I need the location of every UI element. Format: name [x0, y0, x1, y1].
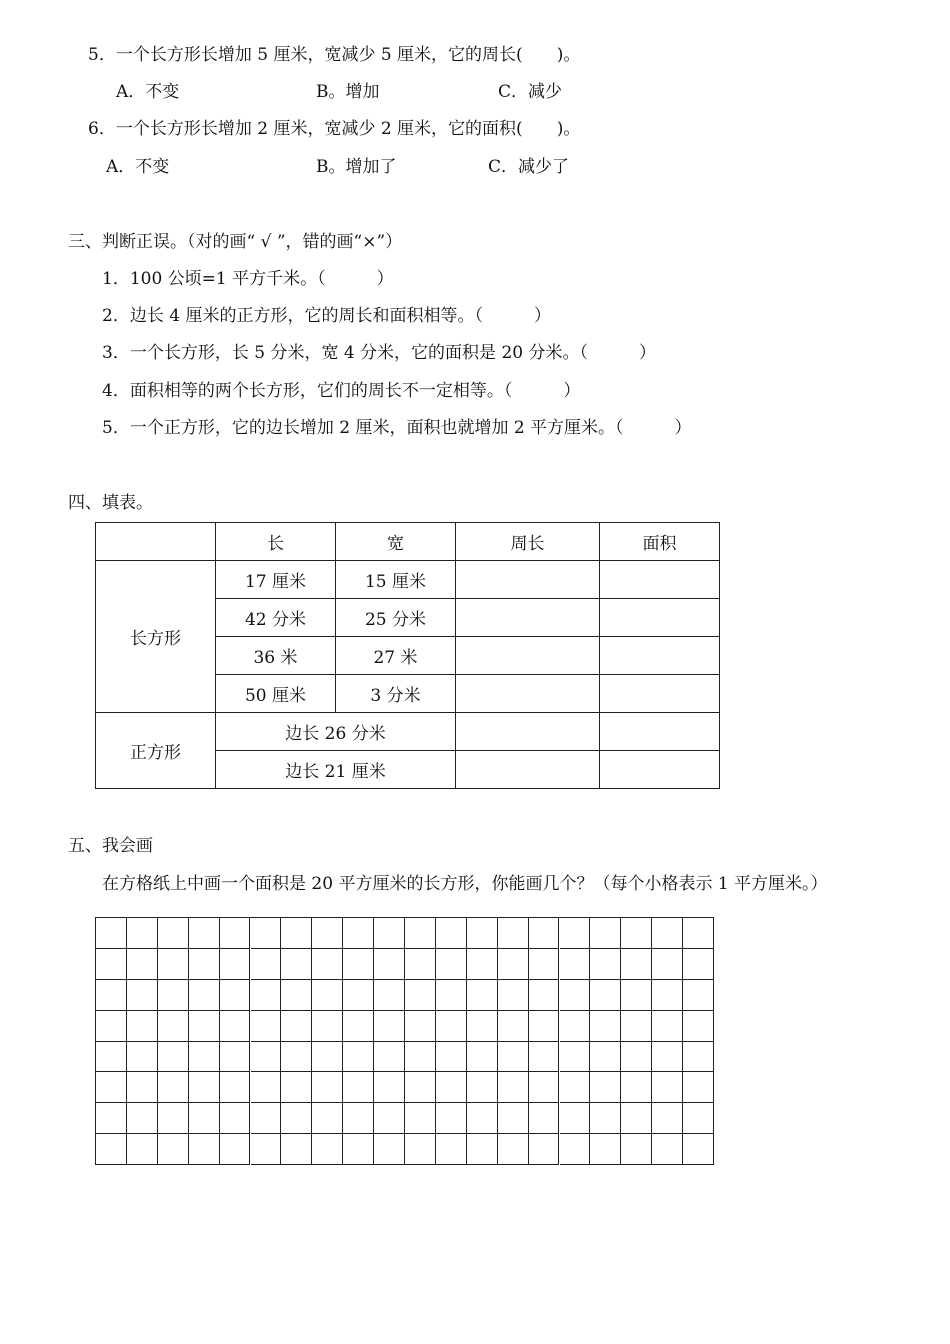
grid-cell[interactable] — [683, 1072, 714, 1103]
section5-title: 五、我会画 — [68, 836, 153, 856]
judge-item-1[interactable]: 1．100 公顷=1 平方千米。（ ） — [102, 269, 394, 289]
grid-cell[interactable] — [560, 980, 591, 1011]
grid-cell[interactable] — [590, 949, 621, 980]
grid-cell[interactable] — [590, 980, 621, 1011]
grid-cell[interactable] — [683, 1011, 714, 1042]
grid-cell[interactable] — [652, 949, 683, 980]
perimeter-answer-cell[interactable] — [456, 751, 600, 789]
grid-cell[interactable] — [189, 1072, 220, 1103]
grid-cell[interactable] — [529, 918, 560, 949]
fill-table — [95, 522, 720, 789]
grid-cell[interactable] — [621, 1042, 652, 1073]
rect-length-cell: 36 米 — [216, 637, 336, 675]
perimeter-answer-cell[interactable] — [456, 599, 600, 637]
grid-cell[interactable] — [374, 1103, 405, 1134]
grid-cell[interactable] — [560, 1103, 591, 1134]
grid-cell[interactable] — [312, 1072, 343, 1103]
grid-cell[interactable] — [343, 1011, 374, 1042]
grid-cell[interactable] — [96, 1134, 127, 1165]
grid-cell[interactable] — [467, 1134, 498, 1165]
grid-cell[interactable] — [590, 1072, 621, 1103]
grid-cell[interactable] — [220, 980, 251, 1011]
grid-cell[interactable] — [281, 1011, 312, 1042]
table-header-empty — [96, 523, 216, 561]
grid-cell[interactable] — [467, 918, 498, 949]
area-answer-cell[interactable] — [600, 599, 720, 637]
rect-group-label: 长方形 — [96, 561, 216, 713]
grid-cell[interactable] — [127, 918, 158, 949]
grid-cell[interactable] — [652, 1011, 683, 1042]
area-answer-cell[interactable] — [600, 751, 720, 789]
grid-cell[interactable] — [374, 1072, 405, 1103]
rect-width-cell: 3 分米 — [336, 675, 456, 713]
q6-option-c[interactable]: C．减少了 — [488, 157, 570, 177]
grid-cell[interactable] — [127, 1011, 158, 1042]
q5-text: 5．一个长方形长增加 5 厘米，宽减少 5 厘米，它的周长( )。 — [88, 45, 581, 65]
grid-cell[interactable] — [652, 1103, 683, 1134]
rect-width-cell: 27 米 — [336, 637, 456, 675]
rect-width-cell: 25 分米 — [336, 599, 456, 637]
grid-cell[interactable] — [467, 1011, 498, 1042]
grid-cell[interactable] — [96, 980, 127, 1011]
grid-cell[interactable] — [251, 918, 282, 949]
judge-item-2[interactable]: 2．边长 4 厘米的正方形，它的周长和面积相等。（ ） — [102, 306, 551, 326]
grid-cell[interactable] — [96, 1072, 127, 1103]
q5-option-c[interactable]: C．减少 — [498, 82, 563, 102]
grid-cell[interactable] — [621, 949, 652, 980]
q6-text: 6．一个长方形长增加 2 厘米，宽减少 2 厘米，它的面积( )。 — [88, 119, 581, 139]
grid-cell[interactable] — [189, 1011, 220, 1042]
grid-cell[interactable] — [683, 1103, 714, 1134]
grid-cell[interactable] — [343, 949, 374, 980]
grid-cell[interactable] — [498, 949, 529, 980]
grid-cell[interactable] — [312, 1134, 343, 1165]
grid-cell[interactable] — [220, 1011, 251, 1042]
grid-cell[interactable] — [405, 918, 436, 949]
table-header-length: 长 — [216, 523, 336, 561]
square-side-cell: 边长 26 分米 — [216, 713, 456, 751]
grid-cell[interactable] — [560, 1134, 591, 1165]
grid-cell[interactable] — [560, 1042, 591, 1073]
table-header-width: 宽 — [336, 523, 456, 561]
grid-cell[interactable] — [343, 1042, 374, 1073]
grid-cell[interactable] — [127, 1042, 158, 1073]
grid-cell[interactable] — [312, 918, 343, 949]
grid-cell[interactable] — [498, 1011, 529, 1042]
grid-cell[interactable] — [281, 918, 312, 949]
rect-length-cell: 50 厘米 — [216, 675, 336, 713]
grid-cell[interactable] — [220, 918, 251, 949]
grid-cell[interactable] — [281, 1103, 312, 1134]
grid-cell[interactable] — [158, 1072, 189, 1103]
grid-cell[interactable] — [251, 1011, 282, 1042]
grid-cell[interactable] — [436, 1134, 467, 1165]
grid-cell[interactable] — [590, 1042, 621, 1073]
q5-option-a[interactable]: A．不变 — [116, 82, 180, 102]
grid-cell[interactable] — [96, 1011, 127, 1042]
grid-cell[interactable] — [498, 918, 529, 949]
grid-cell[interactable] — [374, 918, 405, 949]
grid-cell[interactable] — [251, 1103, 282, 1134]
grid-cell[interactable] — [158, 1042, 189, 1073]
grid-cell[interactable] — [189, 918, 220, 949]
grid-cell[interactable] — [529, 1103, 560, 1134]
grid-cell[interactable] — [498, 980, 529, 1011]
grid-cell[interactable] — [220, 949, 251, 980]
grid-cell[interactable] — [96, 949, 127, 980]
rect-width-cell: 15 厘米 — [336, 561, 456, 599]
grid-cell[interactable] — [127, 980, 158, 1011]
grid-cell[interactable] — [405, 1134, 436, 1165]
area-answer-cell[interactable] — [600, 561, 720, 599]
grid-cell[interactable] — [529, 1072, 560, 1103]
grid-cell[interactable] — [683, 1042, 714, 1073]
grid-cell[interactable] — [312, 980, 343, 1011]
grid-cell[interactable] — [220, 1072, 251, 1103]
grid-cell[interactable] — [436, 1072, 467, 1103]
grid-cell[interactable] — [529, 1011, 560, 1042]
grid-cell[interactable] — [189, 980, 220, 1011]
grid-cell[interactable] — [467, 1103, 498, 1134]
grid-cell[interactable] — [158, 980, 189, 1011]
grid-cell[interactable] — [127, 1072, 158, 1103]
grid-cell[interactable] — [158, 1011, 189, 1042]
grid-cell[interactable] — [621, 918, 652, 949]
grid-cell[interactable] — [96, 1103, 127, 1134]
grid-cell[interactable] — [281, 1072, 312, 1103]
grid-cell[interactable] — [127, 1134, 158, 1165]
grid-cell[interactable] — [127, 949, 158, 980]
grid-cell[interactable] — [652, 1042, 683, 1073]
perimeter-answer-cell[interactable] — [456, 561, 600, 599]
grid-cell[interactable] — [405, 1103, 436, 1134]
grid-cell[interactable] — [467, 949, 498, 980]
grid-paper[interactable] — [95, 917, 714, 1165]
grid-cell[interactable] — [405, 949, 436, 980]
grid-cell[interactable] — [560, 949, 591, 980]
grid-cell[interactable] — [529, 1134, 560, 1165]
q6-option-a[interactable]: A．不变 — [106, 157, 170, 177]
judge-item-4[interactable]: 4．面积相等的两个长方形，它们的周长不一定相等。（ ） — [102, 381, 581, 401]
q5-option-b[interactable]: B。增加 — [316, 82, 380, 102]
grid-cell[interactable] — [343, 1103, 374, 1134]
grid-cell[interactable] — [220, 1103, 251, 1134]
grid-cell[interactable] — [683, 980, 714, 1011]
grid-cell[interactable] — [96, 1042, 127, 1073]
grid-cell[interactable] — [312, 1042, 343, 1073]
grid-cell[interactable] — [158, 1103, 189, 1134]
grid-cell[interactable] — [436, 949, 467, 980]
table-row — [96, 713, 720, 751]
grid-cell[interactable] — [590, 1011, 621, 1042]
grid-cell[interactable] — [436, 1042, 467, 1073]
grid-cell[interactable] — [621, 1072, 652, 1103]
q6-option-b[interactable]: B。增加了 — [316, 157, 397, 177]
grid-cell[interactable] — [312, 1011, 343, 1042]
rect-length-cell: 17 厘米 — [216, 561, 336, 599]
grid-cell[interactable] — [652, 1134, 683, 1165]
area-answer-cell[interactable] — [600, 713, 720, 751]
grid-cell[interactable] — [529, 1042, 560, 1073]
grid-cell[interactable] — [621, 1134, 652, 1165]
grid-cell[interactable] — [467, 1042, 498, 1073]
perimeter-answer-cell[interactable] — [456, 713, 600, 751]
grid-cell[interactable] — [312, 949, 343, 980]
grid-cell[interactable] — [467, 1072, 498, 1103]
grid-cell[interactable] — [560, 918, 591, 949]
grid-cell[interactable] — [621, 1011, 652, 1042]
grid-cell[interactable] — [281, 980, 312, 1011]
grid-cell[interactable] — [529, 949, 560, 980]
grid-cell[interactable] — [436, 1011, 467, 1042]
grid-cell[interactable] — [189, 949, 220, 980]
grid-cell[interactable] — [529, 980, 560, 1011]
grid-cell[interactable] — [652, 980, 683, 1011]
grid-cell[interactable] — [220, 1134, 251, 1165]
grid-cell[interactable] — [405, 1042, 436, 1073]
section5-prompt: 在方格纸上中画一个面积是 20 平方厘米的长方形，你能画几个？（每个小格表示 1 平方厘米。） — [102, 874, 828, 894]
square-group-label: 正方形 — [96, 713, 216, 789]
grid-cell[interactable] — [374, 949, 405, 980]
square-side-cell: 边长 21 厘米 — [216, 751, 456, 789]
grid-cell[interactable] — [343, 918, 374, 949]
grid-cell[interactable] — [251, 949, 282, 980]
perimeter-answer-cell[interactable] — [456, 637, 600, 675]
grid-cell[interactable] — [251, 1042, 282, 1073]
grid-cell[interactable] — [189, 1134, 220, 1165]
grid-cell[interactable] — [683, 949, 714, 980]
grid-cell[interactable] — [436, 918, 467, 949]
grid-cell[interactable] — [158, 918, 189, 949]
grid-cell[interactable] — [436, 980, 467, 1011]
grid-cell[interactable] — [343, 1072, 374, 1103]
grid-cell[interactable] — [251, 1134, 282, 1165]
grid-cell[interactable] — [189, 1042, 220, 1073]
grid-cell[interactable] — [158, 949, 189, 980]
section4-title: 四、填表。 — [68, 493, 153, 513]
grid-cell[interactable] — [343, 980, 374, 1011]
table-header-row — [96, 523, 720, 561]
grid-cell[interactable] — [96, 918, 127, 949]
grid-cell[interactable] — [374, 980, 405, 1011]
grid-cell[interactable] — [312, 1103, 343, 1134]
area-answer-cell[interactable] — [600, 675, 720, 713]
grid-cell[interactable] — [127, 1103, 158, 1134]
grid-cell[interactable] — [374, 1134, 405, 1165]
area-answer-cell[interactable] — [600, 637, 720, 675]
grid-cell[interactable] — [683, 1134, 714, 1165]
grid-cell[interactable] — [374, 1042, 405, 1073]
grid-cell[interactable] — [498, 1042, 529, 1073]
judge-item-3[interactable]: 3．一个长方形，长 5 分米，宽 4 分米，它的面积是 20 分米。（ ） — [102, 343, 657, 363]
grid-cell[interactable] — [560, 1072, 591, 1103]
grid-cell[interactable] — [220, 1042, 251, 1073]
grid-cell[interactable] — [652, 918, 683, 949]
grid-cell[interactable] — [251, 1072, 282, 1103]
grid-cell[interactable] — [189, 1103, 220, 1134]
grid-cell[interactable] — [498, 1103, 529, 1134]
section3-title: 三、判断正误。（对的画“ √ ”，错的画“×”） — [68, 232, 403, 252]
grid-cell[interactable] — [405, 1072, 436, 1103]
table-row — [96, 561, 720, 599]
grid-cell[interactable] — [498, 1072, 529, 1103]
perimeter-answer-cell[interactable] — [456, 675, 600, 713]
grid-cell[interactable] — [158, 1134, 189, 1165]
grid-cell[interactable] — [467, 980, 498, 1011]
grid-cell[interactable] — [281, 1134, 312, 1165]
grid-cell[interactable] — [652, 1072, 683, 1103]
table-header-perimeter: 周长 — [456, 523, 600, 561]
grid-cell[interactable] — [374, 1011, 405, 1042]
grid-cell[interactable] — [405, 1011, 436, 1042]
grid-cell[interactable] — [621, 1103, 652, 1134]
grid-cell[interactable] — [498, 1134, 529, 1165]
grid-cell[interactable] — [590, 1103, 621, 1134]
grid-cell[interactable] — [683, 918, 714, 949]
grid-cell[interactable] — [621, 980, 652, 1011]
grid-cell[interactable] — [405, 980, 436, 1011]
grid-cell[interactable] — [251, 980, 282, 1011]
grid-cell[interactable] — [590, 1134, 621, 1165]
grid-cell[interactable] — [343, 1134, 374, 1165]
grid-cell[interactable] — [560, 1011, 591, 1042]
grid-cell[interactable] — [281, 1042, 312, 1073]
table-header-area: 面积 — [600, 523, 720, 561]
grid-cell[interactable] — [436, 1103, 467, 1134]
rect-length-cell: 42 分米 — [216, 599, 336, 637]
judge-item-5[interactable]: 5．一个正方形，它的边长增加 2 厘米，面积也就增加 2 平方厘米。（ ） — [102, 418, 692, 438]
grid-cell[interactable] — [281, 949, 312, 980]
grid-cell[interactable] — [590, 918, 621, 949]
